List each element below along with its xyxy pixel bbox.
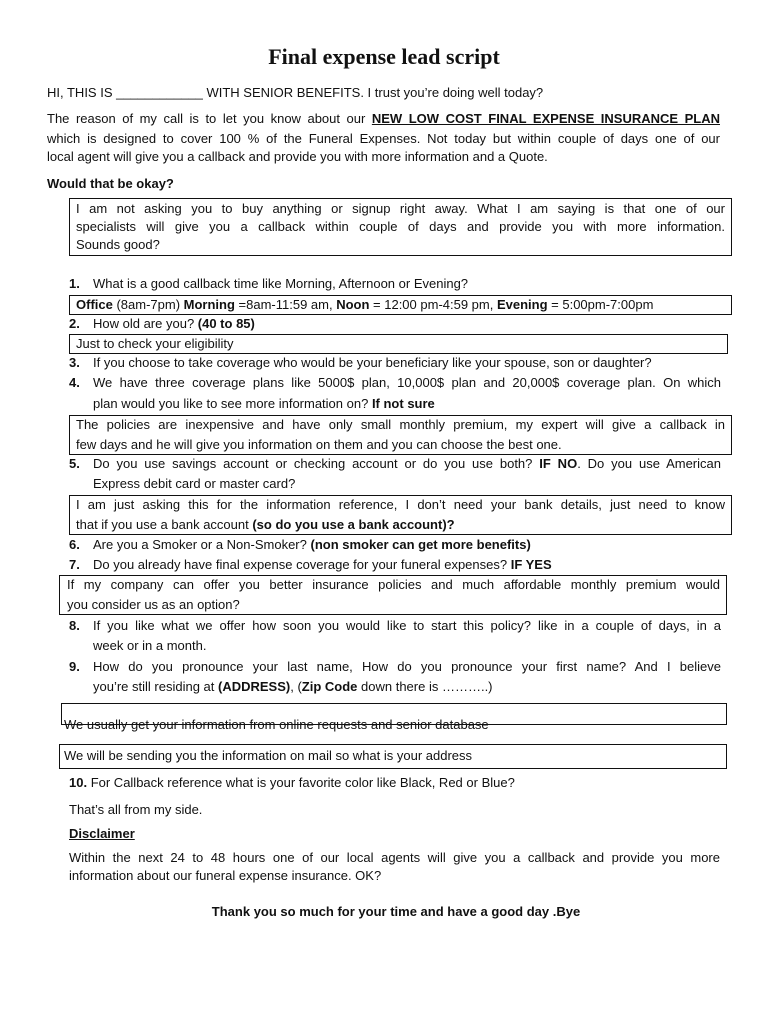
q9-number: 9. (69, 659, 80, 674)
q6-number: 6. (69, 537, 80, 552)
okay-question: Would that be okay? (47, 176, 174, 191)
q2-number: 2. (69, 316, 80, 331)
objection-line-3: Sounds good? (76, 237, 160, 252)
q3-text: If you choose to take coverage who would be your beneficiary like your spouse, son or daughter? (93, 355, 652, 370)
eligibility-text: Just to check your eligibility (76, 336, 234, 351)
objection-box (69, 198, 732, 256)
q8-number: 8. (69, 618, 80, 633)
q4-line-2: plan would you like to see more information on? If not sure (93, 396, 435, 411)
q5-line-2: Express debit card or master card? (93, 476, 296, 491)
q8-line-2: week or in a month. (93, 638, 207, 653)
reason-line-2: which is designed to cover 100 % of the Funeral Expenses. Not today but within couple of days one of our (47, 131, 720, 146)
disclaimer-line-1: Within the next 24 to 48 hours one of our local agents will give you a callback and provide you more (69, 850, 720, 865)
q8-line-1: If you like what we offer how soon you would like to start this policy? like in a couple of days, in a (93, 618, 721, 633)
disclaimer-line-2: information about our funeral expense insurance. OK? (69, 868, 382, 883)
thats-all-text: That’s all from my side. (69, 802, 203, 817)
better-offer-line-1: If my company can offer you better insurance policies and much affordable monthly premium would (67, 577, 720, 592)
objection-line-1: I am not asking you to buy anything or signup right away. What I am saying is that one of our (76, 201, 725, 216)
bank-line-2: that if you use a bank account (so do you use a bank account)? (76, 517, 455, 532)
policies-line-2: few days and he will give you information on them and you can choose the best one. (76, 437, 562, 452)
reason-line-1: The reason of my call is to let you know about our NEW LOW COST FINAL EXPENSE INSURANCE PLAN (47, 111, 720, 126)
better-offer-line-2: you consider us as an option? (67, 597, 240, 612)
bank-line-1: I am just asking this for the information reference, I don’t need your bank details, just need to know (76, 497, 725, 512)
q10-text: 10. For Callback reference what is your favorite color like Black, Red or Blue? (69, 775, 515, 790)
mail-text: We will be sending you the information on mail so what is your address (64, 748, 473, 763)
disclaimer-heading: Disclaimer (69, 826, 135, 841)
objection-line-2: specialists will give you a callback within couple of days and provide you with more information. (76, 219, 725, 234)
q1-number: 1. (69, 276, 80, 291)
q7-number: 7. (69, 557, 80, 572)
q5-number: 5. (69, 456, 80, 471)
mail-box (59, 744, 727, 769)
q3-number: 3. (69, 355, 80, 370)
q1-text: What is a good callback time like Morning, Afternoon or Evening? (93, 276, 469, 291)
thanks-text: Thank you so much for your time and have a good day .Bye (211, 904, 581, 919)
q4-number: 4. (69, 375, 80, 390)
q4-line-1: We have three coverage plans like 5000$ plan, 10,000$ plan and 20,000$ coverage plan. On which (93, 375, 721, 390)
q2-text: How old are you? (40 to 85) (93, 316, 255, 331)
greeting-line: HI, THIS IS ____________ WITH SENIOR BENEFITS. I trust you’re doing well today? (47, 85, 544, 100)
reason-line-3: local agent will give you a callback and provide you with more information and a Quote. (47, 149, 548, 164)
q9-line-1: How do you pronounce your last name, How do you pronounce your first name? And I believe (93, 659, 721, 674)
better-offer-box (59, 575, 727, 615)
hours-text: Office (8am-7pm) Morning =8am-11:59 am, Noon = 12:00 pm-4:59 pm, Evening = 5:00pm-7:00pm (76, 297, 654, 312)
policies-box (69, 415, 732, 455)
q6-text: Are you a Smoker or a Non-Smoker? (non smoker can get more benefits) (93, 537, 531, 552)
q9-line-2: you’re still residing at (ADDRESS), (Zip Code down there is ………..) (93, 679, 493, 694)
policies-line-1: The policies are inexpensive and have only small monthly premium, my expert will give a callback in (76, 417, 725, 432)
plan-name: NEW LOW COST FINAL EXPENSE INSURANCE PLAN (371, 111, 720, 126)
hours-box (69, 295, 732, 315)
bank-box (69, 495, 732, 535)
q7-text: Do you already have final expense coverage for your funeral expenses? IF YES (93, 557, 552, 572)
page-title: Final expense lead script (268, 44, 500, 69)
q5-line-1: Do you use savings account or checking account or do you use both? IF NO. Do you use American (93, 456, 721, 471)
q10-number: 10. (69, 775, 88, 790)
online-text: We usually get your information from online requests and senior database (64, 717, 489, 732)
eligibility-box (69, 334, 728, 354)
